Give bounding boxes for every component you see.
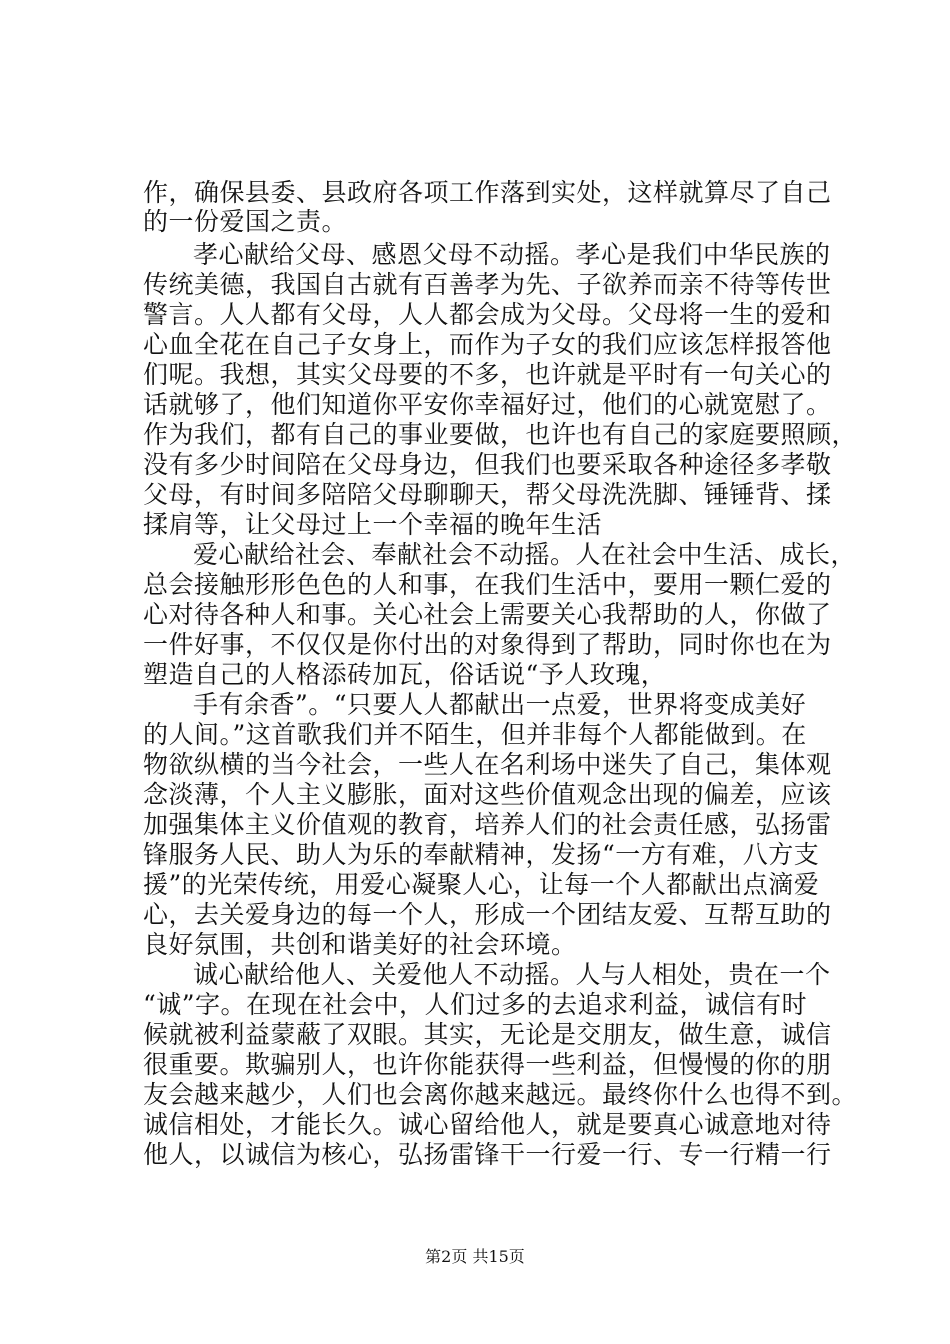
paragraph-start-line: 爱心献给社会、奉献社会不动摇。人在社会中生活、成长，	[193, 540, 857, 569]
text-line: 总会接触形形色色的人和事，在我们生活中，要用一颗仁爱的	[143, 570, 832, 599]
text-line: “诚”字。在现在社会中，人们过多的去追求利益，诚信有时	[143, 990, 808, 1019]
text-line: 警言。人人都有父母，人人都会成为父母。父母将一生的爱和	[143, 300, 832, 329]
text-line: 心，去关爱身边的每一个人，形成一个团结友爱、互帮互助的	[143, 900, 832, 929]
text-line: 候就被利益蒙蔽了双眼。其实，无论是交朋友，做生意，诚信	[143, 1020, 832, 1049]
text-line: 的一份爱国之责。	[143, 207, 348, 236]
paragraph-start-line: 孝心献给父母、感恩父母不动摇。孝心是我们中华民族的	[193, 240, 831, 269]
text-line: 作，确保县委、县政府各项工作落到实处，这样就算尽了自己	[143, 178, 832, 207]
text-line: 良好氛围，共创和谐美好的社会环境。	[143, 930, 577, 959]
page-number-footer: 第2页 共15页	[425, 1247, 525, 1266]
text-line: 锋服务人民、助人为乐的奉献精神，发扬“一方有难，八方支	[143, 840, 820, 869]
text-line: 揉肩等，让父母过上一个幸福的晚年生活	[143, 510, 603, 539]
text-line: 加强集体主义价值观的教育，培养人们的社会责任感，弘扬雷	[143, 810, 832, 839]
text-line: 塑造自己的人格添砖加瓦，俗话说“予人玫瑰，	[143, 660, 667, 689]
text-line: 很重要。欺骗别人，也许你能获得一些利益，但慢慢的你的朋	[143, 1050, 832, 1079]
text-line: 援”的光荣传统，用爱心凝聚人心，让每一个人都献出点滴爱	[143, 870, 820, 899]
text-line: 们呢。我想，其实父母要的不多，也许就是平时有一句关心的	[143, 360, 832, 389]
text-line: 的人间。”这首歌我们并不陌生，但并非每个人都能做到。在	[143, 720, 807, 749]
text-line: 他人，以诚信为核心，弘扬雷锋干一行爱一行、专一行精一行	[143, 1140, 832, 1169]
text-line: 传统美德，我国自古就有百善孝为先、子欲养而亲不待等传世	[143, 270, 832, 299]
text-line: 话就够了，他们知道你平安你幸福好过，他们的心就宽慰了。	[143, 390, 832, 419]
text-line: 心对待各种人和事。关心社会上需要关心我帮助的人，你做了	[143, 600, 832, 629]
text-line: 父母，有时间多陪陪父母聊聊天，帮父母洗洗脚、锤锤背、揉	[143, 480, 832, 509]
paragraph-start-line: 诚心献给他人、关爱他人不动摇。人与人相处，贵在一个	[193, 960, 831, 989]
text-line: 友会越来越少，人们也会离你越来越远。最终你什么也得不到。	[143, 1080, 858, 1109]
text-line: 作为我们，都有自己的事业要做，也许也有自己的家庭要照顾，	[143, 420, 858, 449]
text-line: 诚信相处，才能长久。诚心留给他人，就是要真心诚意地对待	[143, 1110, 832, 1139]
text-line: 心血全花在自己子女身上，而作为子女的我们应该怎样报答他	[143, 330, 832, 359]
text-line: 一件好事，不仅仅是你付出的对象得到了帮助，同时你也在为	[143, 630, 832, 659]
text-line: 念淡薄，个人主义膨胀，面对这些价值观念出现的偏差，应该	[143, 780, 832, 809]
text-line: 物欲纵横的当今社会，一些人在名利场中迷失了自己，集体观	[143, 750, 832, 779]
text-line: 没有多少时间陪在父母身边，但我们也要采取各种途径多孝敬	[143, 450, 832, 479]
paragraph-start-line: 手有余香”。“只要人人都献出一点爱，世界将变成美好	[193, 690, 807, 719]
